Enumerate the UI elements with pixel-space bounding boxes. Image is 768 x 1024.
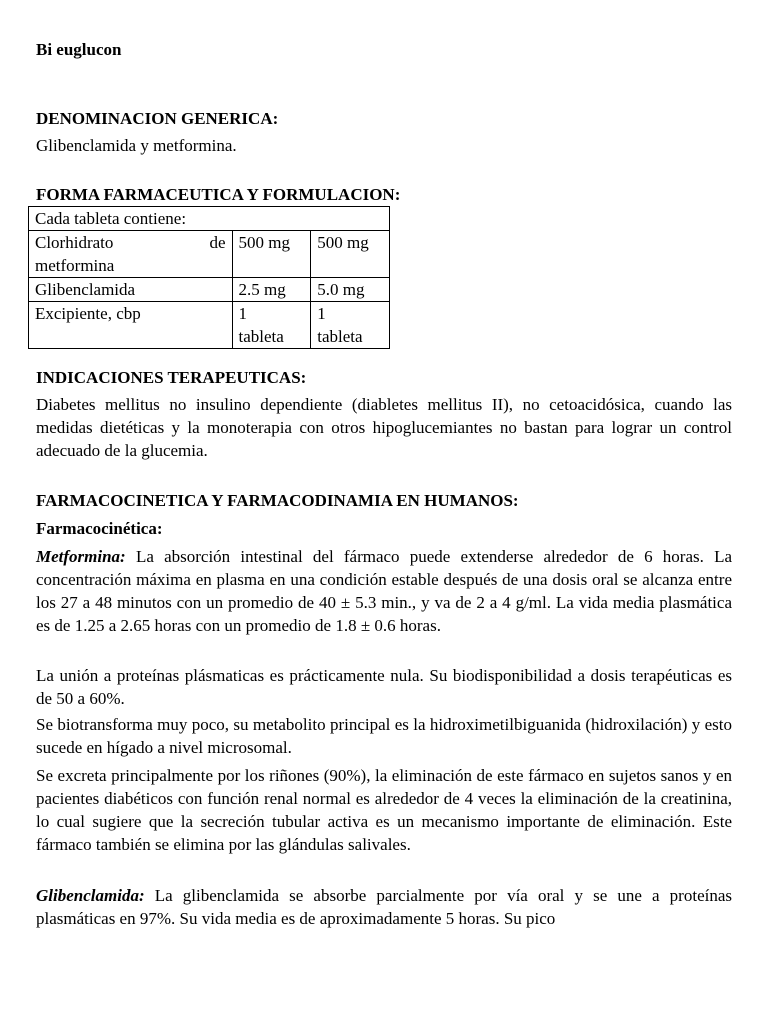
table-cell: Glibenclamida [29, 278, 233, 302]
generic-name-text: Glibenclamida y metformina. [36, 136, 237, 155]
table-cell [29, 231, 233, 278]
table-caption: Cada tableta contiene: [29, 207, 390, 231]
table-row [29, 278, 390, 302]
metformina-paragraph [36, 545, 732, 637]
ingredient-name-part: Clorhidrato [35, 233, 114, 252]
pharmacokinetics-subheading: Farmacocinética: [36, 519, 163, 538]
table-cell: Excipiente, cbp [29, 302, 233, 349]
glibenclamida-label: Glibenclamida: [36, 886, 145, 905]
indications-text: Diabetes mellitus no insulino dependiente (diabletes mellitus II), no cetoacidósica, cuando las medidas dietéticas y la monoterapia con otros hipoglucemiantes no bastan para lograr un control adecuado de la glucemia. [36, 395, 732, 460]
table-row [29, 302, 390, 349]
table-row [29, 231, 390, 278]
protein-binding-paragraph: La unión a proteínas plásmaticas es prácticamente nula. Su biodisponibilidad a dosis terapéuticas es de 50 a 60%. [36, 666, 732, 708]
ingredient-name-part: de [209, 233, 226, 252]
excretion-paragraph: Se excreta principalmente por los riñones (90%), la eliminación de este fármaco en sujetos sanos y en pacientes diabéticos con función renal normal es alrededor de 4 veces la eliminación de la creatinina, lo cual sugiere que la secreción tubular activa es un mecanismo importante de eliminación. Este fármaco también se elimina por las glándulas salivales. [36, 766, 732, 854]
indications-heading: INDICACIONES TERAPEUTICAS: [36, 368, 307, 387]
table-cell [311, 302, 390, 349]
biotransformation-paragraph: Se biotransforma muy poco, su metabolito principal es la hidroximetilbiguanida (hidroxilación) y esto sucede en hígado a nivel microsomal. [36, 715, 732, 757]
table-cell: 500 mg [311, 231, 390, 278]
generic-name-heading: DENOMINACION GENERICA: [36, 109, 279, 128]
table-cell: 5.0 mg [311, 278, 390, 302]
table-cell: 2.5 mg [232, 278, 311, 302]
document-title: Bi euglucon [36, 40, 122, 59]
metformina-text: La absorción intestinal del fármaco puede extenderse alrededor de 6 horas. La concentración máxima en plasma en una condición estable después de una dosis oral se alcanza entre los 27 a 48 minutos con un promedio de 40 ± 5.3 min., y va de 2 a 4 g/ml. La vida media plasmática es de 1.25 a 2.65 horas con un promedio de 1.8 ± 0.6 horas. [36, 547, 732, 635]
table-cell [232, 302, 311, 349]
table-cell: 500 mg [232, 231, 311, 278]
cell-line: tableta [317, 327, 363, 346]
pharma-heading: FARMACOCINETICA Y FARMACODINAMIA EN HUMANOS: [36, 491, 519, 510]
formulation-table [28, 206, 390, 349]
cell-line: tableta [238, 327, 284, 346]
metformina-label: Metformina: [36, 547, 126, 566]
glibenclamida-paragraph [36, 884, 732, 930]
ingredient-name-part: metformina [35, 256, 115, 275]
glibenclamida-text: La glibenclamida se absorbe parcialmente por vía oral y se une a proteínas plasmáticas en 97%. Su vida media es de aproximadamente 5 horas. Su pico [36, 886, 732, 928]
cell-line: 1 [317, 304, 326, 323]
form-heading: FORMA FARMACEUTICA Y FORMULACION: [36, 185, 401, 204]
cell-line: 1 [238, 304, 247, 323]
table-row [29, 207, 390, 231]
